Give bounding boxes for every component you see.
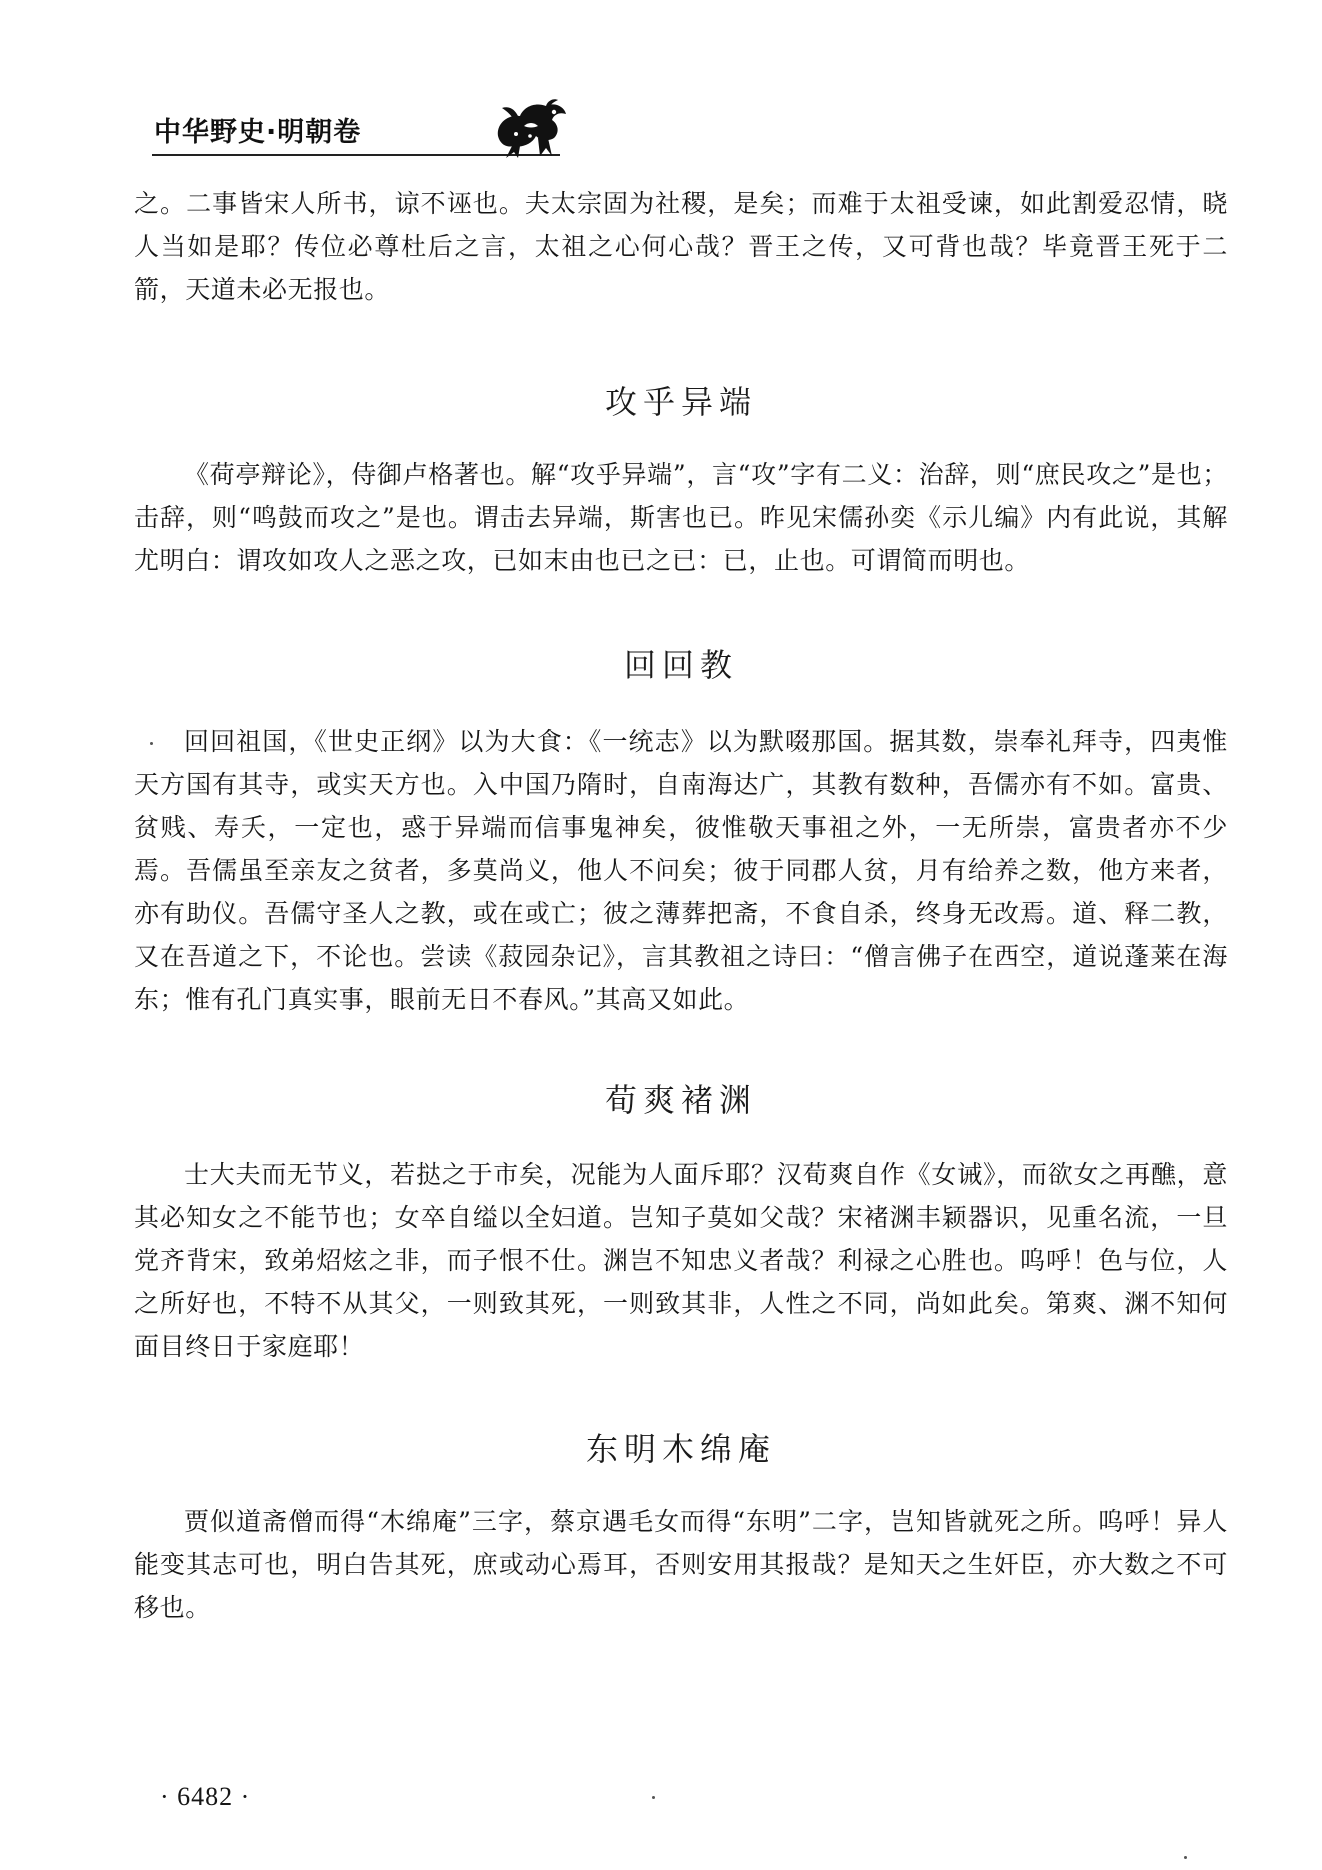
section-title: 回回教 — [623, 646, 738, 684]
section-paragraph: 《荷亭辩论》，侍御卢格著也。解“攻乎异端”，言“攻”字有二义：治辞，则“庶民攻之”是也；击辞，则“鸣鼓而攻之”是也。谓击去异端，斯害也已。昨见宋儒孙奕《示儿编》内有此说，其解尤明白：谓攻如攻人之恶之攻，已如末由也已之已：已，止也。可谓简而明也。 — [134, 460, 1228, 575]
scan-speck — [652, 1796, 655, 1799]
page-content — [134, 182, 1228, 1629]
book-title: 中华野史·明朝卷 — [154, 117, 362, 148]
section-paragraph: 回回祖国，《世史正纲》以为大食：《一统志》以为默啜那国。据其数，崇奉礼拜寺，四夷惟天方国有其寺，或实天方也。入中国乃隋时，自南海达广，其教有数种，吾儒亦有不如。富贵、贫贱、寿夭，一定也，惑于异端而信事鬼神矣，彼惟敬天事祖之外，一无所崇，富贵者亦不少焉。吾儒虽至亲友之贫者，多莫尚义，他人不问矣；彼于同郡人贫，月有给养之数，他方来者，亦有助仪。吾儒守圣人之教，或在或亡；彼之薄葬把斋，不食自杀，终身无改焉。道、释二教，又在吾道之下，不论也。尝读《菽园杂记》，言其教祖之诗曰：“僧言佛子在西空，道说蓬莱在海东；惟有孔门真实事，眼前无日不春风。”其高又如此。 — [134, 727, 1228, 1014]
scan-speck — [1184, 1856, 1187, 1859]
scan-speck — [150, 742, 153, 745]
section-paragraph: 贾似道斋僧而得“木绵庵”三字，蔡京遇毛女而得“东明”二字，岂知皆就死之所。呜呼！异人能变其志可也，明白告其死，庶或动心焉耳，否则安用其报哉？是知天之生奸臣，亦大数之不可移也。 — [134, 1507, 1228, 1622]
section-title: 荀爽褚渊 — [604, 1081, 757, 1119]
section-title: 攻乎异端 — [604, 383, 757, 421]
section-paragraph: 士大夫而无节义，若挞之于市矣，况能为人面斥耶？汉荀爽自作《女诫》，而欲女之再醮，意其必知女之不能节也；女卒自缢以全妇道。岂知子莫如父哉？宋褚渊丰颖器识，见重名流，一旦党齐背宋，致弟炤炫之非，而子恨不仕。渊岂不知忠义者哉？利禄之心胜也。呜呼！色与位，人之所好也，不特不从其父，一则致其死，一则致其非，人性之不同，尚如此矣。第爽、渊不知何面目终日于家庭耶！ — [134, 1160, 1228, 1361]
section-title: 东明木绵庵 — [585, 1430, 776, 1468]
dragon-emblem-icon — [488, 96, 572, 162]
continuation-paragraph: 之。二事皆宋人所书，谅不诬也。夫太宗固为社稷，是矣；而难于太祖受谏，如此割爱忍情，晓人当如是耶？传位必尊杜后之言，太祖之心何心哉？晋王之传，又可背也哉？毕竟晋王死于二箭，天道未必无报也。 — [134, 189, 1228, 304]
page-number: · 6482 · — [160, 1782, 251, 1811]
